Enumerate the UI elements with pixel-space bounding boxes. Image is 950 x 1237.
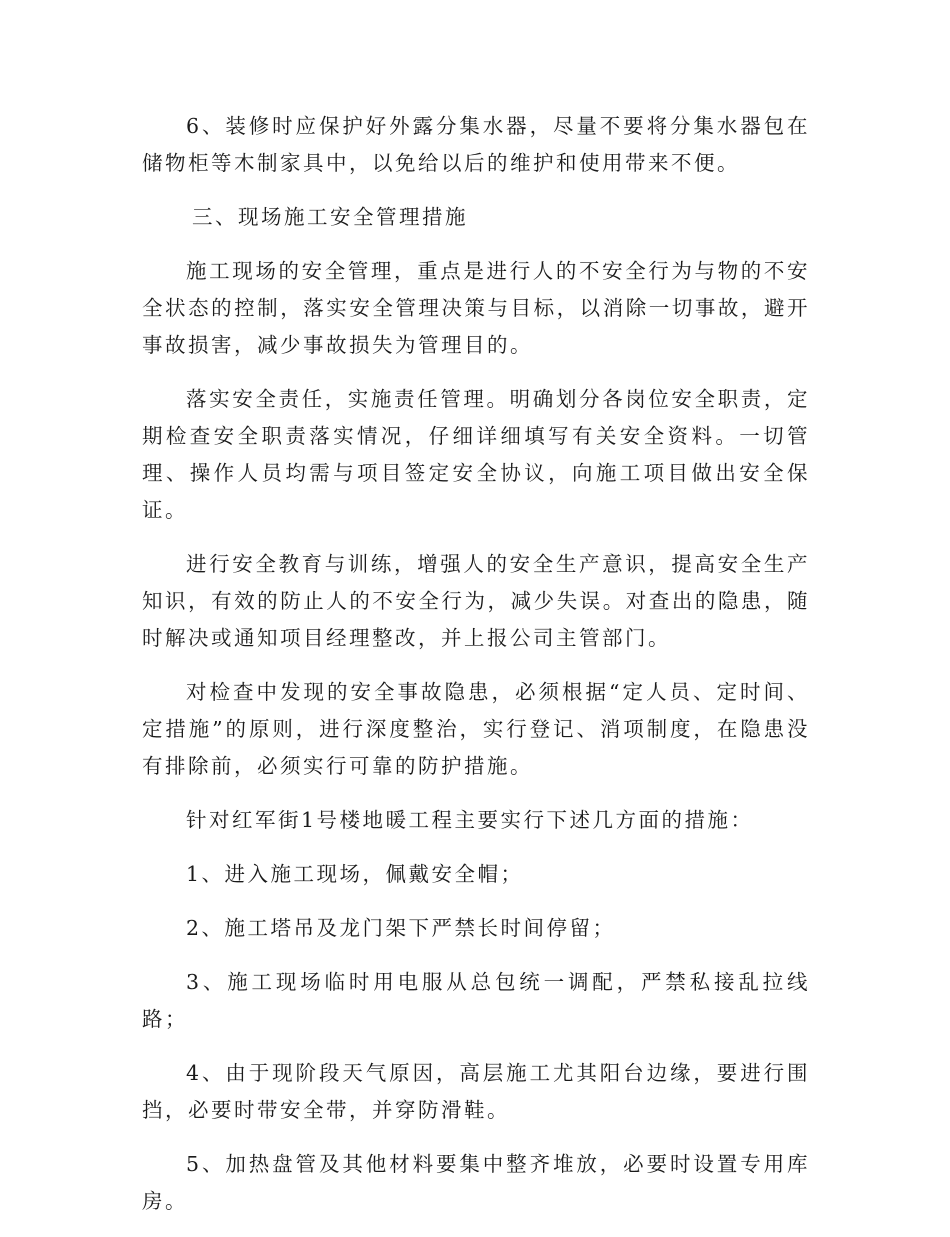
list-item-3: 3、施工现场临时用电服从总包统一调配，严禁私接乱拉线路； — [142, 970, 810, 1031]
section-heading-safety-management: 三、现场施工安全管理措施 — [192, 205, 468, 229]
paragraph-safety-overview: 施工现场的安全管理，重点是进行人的不安全行为与物的不安全状态的控制，落实安全管理决策与目标，以消除一切事故，避开事故损害，减少事故损失为管理目的。 — [142, 259, 810, 357]
paragraph-safety-education: 进行安全教育与训练，增强人的安全生产意识，提高安全生产知识，有效的防止人的不安全行为，减少失误。对查出的隐患，随时解决或通知项目经理整改，并上报公司主管部门。 — [142, 552, 810, 650]
paragraph-hazard-rectification: 对检查中发现的安全事故隐患，必须根据“定人员、定时间、定措施”的原则，进行深度整治，实行登记、消项制度，在隐患没有排除前，必须实行可靠的防护措施。 — [142, 680, 810, 778]
paragraph-safety-responsibility: 落实安全责任，实施责任管理。明确划分各岗位安全职责，定期检查安全职责落实情况，仔细详细填写有关安全资料。一切管理、操作人员均需与项目签定安全协议，向施工项目做出安全保证。 — [142, 387, 810, 522]
document-body — [142, 108, 810, 1237]
list-item-1: 1、进入施工现场，佩戴安全帽； — [186, 862, 524, 886]
list-item-2: 2、施工塔吊及龙门架下严禁长时间停留； — [186, 916, 616, 940]
list-item-4: 4、由于现阶段天气原因，高层施工尤其阳台边缘，要进行围挡，必要时带安全带，并穿防滑鞋。 — [142, 1061, 810, 1122]
list-item-5: 5、加热盘管及其他材料要集中整齐堆放，必要时设置专用库房。 — [142, 1152, 810, 1213]
paragraph-item-6: 6、装修时应保护好外露分集水器，尽量不要将分集水器包在储物柜等木制家具中，以免给以后的维护和使用带来不便。 — [142, 114, 810, 175]
paragraph-measures-intro: 针对红军街1号楼地暖工程主要实行下述几方面的措施： — [186, 808, 754, 832]
